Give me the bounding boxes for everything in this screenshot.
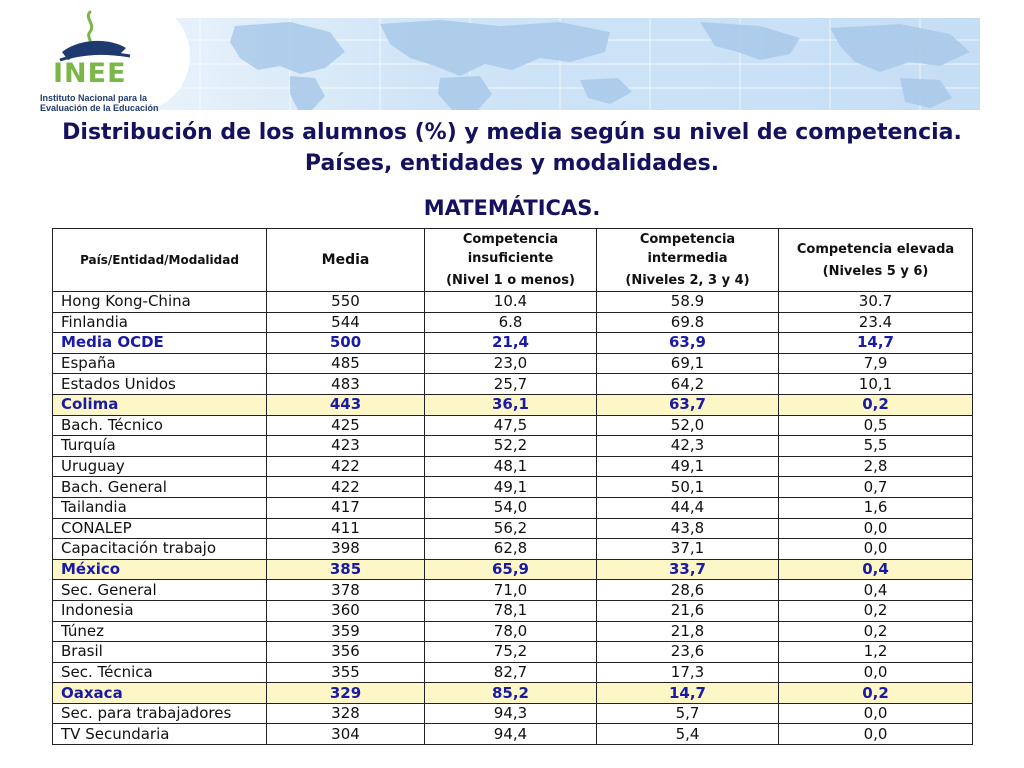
cell-intermedia: 69.8 bbox=[597, 312, 779, 333]
table-row bbox=[53, 477, 973, 498]
cell-insuficiente: 65,9 bbox=[425, 559, 597, 580]
header-media: Media bbox=[267, 229, 425, 292]
cell-media: 417 bbox=[267, 497, 425, 518]
cell-name: México bbox=[53, 559, 267, 580]
cell-elevada: 14,7 bbox=[779, 333, 973, 354]
table-row bbox=[53, 642, 973, 663]
table-row bbox=[53, 683, 973, 704]
cell-insuficiente: 10.4 bbox=[425, 292, 597, 313]
cell-elevada: 0,2 bbox=[779, 683, 973, 704]
cell-media: 385 bbox=[267, 559, 425, 580]
header-elevada-sub: (Niveles 5 y 6) bbox=[822, 263, 929, 279]
cell-name: Hong Kong-China bbox=[53, 292, 267, 313]
cell-intermedia: 28,6 bbox=[597, 580, 779, 601]
cell-insuficiente: 62,8 bbox=[425, 539, 597, 560]
table-row bbox=[53, 436, 973, 457]
cell-media: 483 bbox=[267, 374, 425, 395]
cell-insuficiente: 78,1 bbox=[425, 600, 597, 621]
cell-intermedia: 58.9 bbox=[597, 292, 779, 313]
cell-name: Finlandia bbox=[53, 312, 267, 333]
cell-elevada: 10,1 bbox=[779, 374, 973, 395]
cell-insuficiente: 49,1 bbox=[425, 477, 597, 498]
cell-name: CONALEP bbox=[53, 518, 267, 539]
cell-name: España bbox=[53, 353, 267, 374]
table-row bbox=[53, 724, 973, 745]
table-row bbox=[53, 621, 973, 642]
cell-intermedia: 49,1 bbox=[597, 456, 779, 477]
cell-insuficiente: 82,7 bbox=[425, 662, 597, 683]
cell-media: 425 bbox=[267, 415, 425, 436]
cell-intermedia: 14,7 bbox=[597, 683, 779, 704]
table-row bbox=[53, 559, 973, 580]
cell-name: Bach. Técnico bbox=[53, 415, 267, 436]
logo-area bbox=[0, 0, 190, 112]
cell-insuficiente: 94,3 bbox=[425, 703, 597, 724]
cell-media: 550 bbox=[267, 292, 425, 313]
cell-media: 411 bbox=[267, 518, 425, 539]
cell-intermedia: 5,4 bbox=[597, 724, 779, 745]
cell-intermedia: 63,7 bbox=[597, 394, 779, 415]
cell-media: 500 bbox=[267, 333, 425, 354]
cell-name: Oaxaca bbox=[53, 683, 267, 704]
cell-insuficiente: 56,2 bbox=[425, 518, 597, 539]
table-row bbox=[53, 497, 973, 518]
cell-intermedia: 33,7 bbox=[597, 559, 779, 580]
cell-name: Capacitación trabajo bbox=[53, 539, 267, 560]
cell-elevada: 0,0 bbox=[779, 703, 973, 724]
cell-insuficiente: 78,0 bbox=[425, 621, 597, 642]
header-insuficiente bbox=[425, 229, 597, 292]
table-row bbox=[53, 456, 973, 477]
cell-name: Sec. Técnica bbox=[53, 662, 267, 683]
table-row bbox=[53, 580, 973, 601]
header-intermedia bbox=[597, 229, 779, 292]
cell-name: Uruguay bbox=[53, 456, 267, 477]
header-country: País/Entidad/Modalidad bbox=[53, 229, 267, 292]
page-subtitle: MATEMÁTICAS. bbox=[423, 196, 601, 220]
cell-media: 329 bbox=[267, 683, 425, 704]
logo-institution-name bbox=[40, 93, 159, 113]
cell-media: 378 bbox=[267, 580, 425, 601]
cell-elevada: 30.7 bbox=[779, 292, 973, 313]
cell-insuficiente: 48,1 bbox=[425, 456, 597, 477]
cell-media: 422 bbox=[267, 477, 425, 498]
cell-intermedia: 23,6 bbox=[597, 642, 779, 663]
cell-elevada: 0,0 bbox=[779, 724, 973, 745]
cell-elevada: 0,4 bbox=[779, 580, 973, 601]
header-banner bbox=[0, 0, 1024, 112]
cell-name: Tailandia bbox=[53, 497, 267, 518]
cell-intermedia: 37,1 bbox=[597, 539, 779, 560]
cell-media: 355 bbox=[267, 662, 425, 683]
cell-media: 485 bbox=[267, 353, 425, 374]
cell-name: Túnez bbox=[53, 621, 267, 642]
cell-insuficiente: 75,2 bbox=[425, 642, 597, 663]
cell-name: Media OCDE bbox=[53, 333, 267, 354]
table-row bbox=[53, 600, 973, 621]
cell-intermedia: 42,3 bbox=[597, 436, 779, 457]
cell-media: 359 bbox=[267, 621, 425, 642]
cell-insuficiente: 21,4 bbox=[425, 333, 597, 354]
cell-intermedia: 69,1 bbox=[597, 353, 779, 374]
page-title bbox=[0, 117, 1024, 179]
header-insuficiente-sub: (Nivel 1 o menos) bbox=[446, 273, 575, 288]
cell-elevada: 0,0 bbox=[779, 662, 973, 683]
cell-elevada: 0,4 bbox=[779, 559, 973, 580]
header-elevada-title: Competencia elevada bbox=[796, 241, 955, 257]
logo-line-1: Instituto Nacional para la bbox=[40, 93, 148, 103]
page-title-line-2: Países, entidades y modalidades. bbox=[304, 151, 720, 176]
cell-insuficiente: 52,2 bbox=[425, 436, 597, 457]
cell-elevada: 7,9 bbox=[779, 353, 973, 374]
cell-insuficiente: 94,4 bbox=[425, 724, 597, 745]
cell-insuficiente: 6.8 bbox=[425, 312, 597, 333]
cell-intermedia: 50,1 bbox=[597, 477, 779, 498]
cell-name: Colima bbox=[53, 394, 267, 415]
cell-media: 360 bbox=[267, 600, 425, 621]
cell-media: 356 bbox=[267, 642, 425, 663]
table-row bbox=[53, 353, 973, 374]
cell-elevada: 0,0 bbox=[779, 539, 973, 560]
table-row bbox=[53, 415, 973, 436]
cell-insuficiente: 36,1 bbox=[425, 394, 597, 415]
cell-name: TV Secundaria bbox=[53, 724, 267, 745]
cell-elevada: 2,8 bbox=[779, 456, 973, 477]
cell-intermedia: 52,0 bbox=[597, 415, 779, 436]
cell-elevada: 5,5 bbox=[779, 436, 973, 457]
logo-line-2: Evaluación de la Educación bbox=[40, 103, 159, 113]
cell-insuficiente: 25,7 bbox=[425, 374, 597, 395]
table-row bbox=[53, 333, 973, 354]
logo-wordmark: INEE bbox=[53, 58, 127, 89]
table-row bbox=[53, 312, 973, 333]
cell-insuficiente: 47,5 bbox=[425, 415, 597, 436]
cell-media: 422 bbox=[267, 456, 425, 477]
header-elevada bbox=[779, 229, 973, 292]
table-row bbox=[53, 394, 973, 415]
table-header-row bbox=[53, 229, 973, 292]
cell-elevada: 0,2 bbox=[779, 394, 973, 415]
header-insuficiente-title: Competencia insuficiente bbox=[462, 232, 559, 266]
cell-name: Sec. General bbox=[53, 580, 267, 601]
cell-media: 328 bbox=[267, 703, 425, 724]
world-map-graphic bbox=[140, 18, 980, 110]
cell-name: Indonesia bbox=[53, 600, 267, 621]
cell-insuficiente: 23,0 bbox=[425, 353, 597, 374]
cell-name: Estados Unidos bbox=[53, 374, 267, 395]
cell-elevada: 0,2 bbox=[779, 600, 973, 621]
cell-media: 304 bbox=[267, 724, 425, 745]
cell-elevada: 0,5 bbox=[779, 415, 973, 436]
cell-insuficiente: 71,0 bbox=[425, 580, 597, 601]
cell-intermedia: 44,4 bbox=[597, 497, 779, 518]
cell-name: Brasil bbox=[53, 642, 267, 663]
cell-name: Bach. General bbox=[53, 477, 267, 498]
header-intermedia-title: Competencia intermedia bbox=[639, 232, 736, 266]
cell-intermedia: 63,9 bbox=[597, 333, 779, 354]
cell-media: 423 bbox=[267, 436, 425, 457]
cell-insuficiente: 85,2 bbox=[425, 683, 597, 704]
cell-media: 443 bbox=[267, 394, 425, 415]
cell-elevada: 23.4 bbox=[779, 312, 973, 333]
cell-insuficiente: 54,0 bbox=[425, 497, 597, 518]
cell-intermedia: 21,8 bbox=[597, 621, 779, 642]
table-row bbox=[53, 374, 973, 395]
cell-media: 544 bbox=[267, 312, 425, 333]
cell-intermedia: 17,3 bbox=[597, 662, 779, 683]
cell-media: 398 bbox=[267, 539, 425, 560]
competency-table bbox=[52, 228, 973, 745]
cell-elevada: 0,0 bbox=[779, 518, 973, 539]
cell-name: Turquía bbox=[53, 436, 267, 457]
cell-intermedia: 5,7 bbox=[597, 703, 779, 724]
cell-elevada: 0,2 bbox=[779, 621, 973, 642]
table-row bbox=[53, 292, 973, 313]
table-row bbox=[53, 662, 973, 683]
cell-elevada: 0,7 bbox=[779, 477, 973, 498]
cell-elevada: 1,2 bbox=[779, 642, 973, 663]
header-intermedia-sub: (Niveles 2, 3 y 4) bbox=[625, 273, 750, 288]
table-row bbox=[53, 703, 973, 724]
cell-name: Sec. para trabajadores bbox=[53, 703, 267, 724]
cell-intermedia: 64,2 bbox=[597, 374, 779, 395]
table-row bbox=[53, 539, 973, 560]
cell-elevada: 1,6 bbox=[779, 497, 973, 518]
cell-intermedia: 21,6 bbox=[597, 600, 779, 621]
page-title-line-1: Distribución de los alumnos (%) y media según su nivel de competencia. bbox=[62, 120, 962, 145]
cell-intermedia: 43,8 bbox=[597, 518, 779, 539]
table-row bbox=[53, 518, 973, 539]
